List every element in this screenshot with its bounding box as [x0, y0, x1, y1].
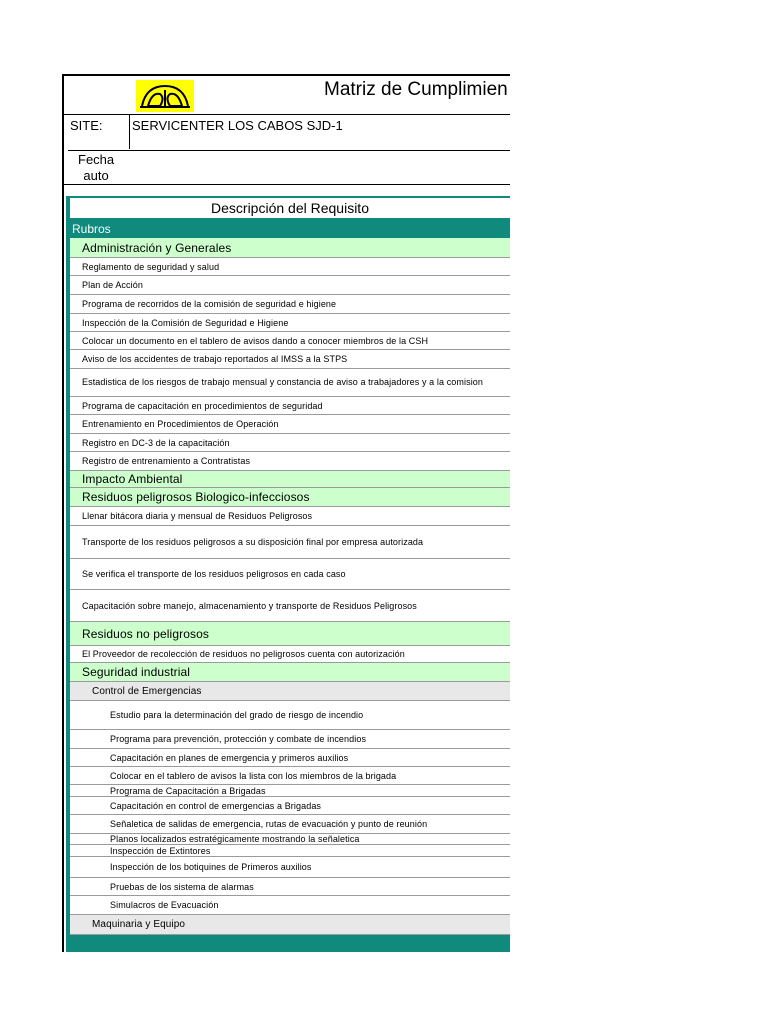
row-label: Aviso de los accidentes de trabajo reportados al IMSS a la STPS — [82, 354, 348, 364]
category-row[interactable] — [70, 238, 510, 258]
site-row — [68, 114, 510, 151]
row-label: Registro de entrenamiento a Contratistas — [82, 456, 251, 466]
requirement-row[interactable] — [70, 332, 510, 350]
row-label: Transporte de los residuos peligrosos a su disposición final por empresa autorizada — [82, 537, 424, 547]
row-label: Inspección de la Comisión de Seguridad e Higiene — [82, 317, 289, 328]
requirement-row[interactable] — [70, 452, 510, 471]
requirement-row[interactable] — [70, 526, 510, 559]
row-label: Seguridad industrial — [82, 665, 191, 679]
requirement-row[interactable] — [70, 559, 510, 590]
row-label: Maquinaria y Equipo — [92, 919, 186, 930]
requirement-row[interactable] — [70, 797, 510, 815]
requirement-row[interactable] — [70, 896, 510, 915]
row-label: Colocar en el tablero de avisos la lista con los miembros de la brigada — [110, 770, 397, 781]
fecha-label — [78, 152, 114, 184]
subcategory-row[interactable] — [70, 915, 510, 935]
requirement-row[interactable] — [70, 815, 510, 834]
fecha-label-line2: auto — [83, 168, 109, 183]
row-label: Capacitación en planes de emergencia y primeros auxilios — [110, 752, 349, 763]
row-label: El Proveedor de recolección de residuos no peligrosos cuenta con autorización — [82, 649, 405, 659]
requirement-row[interactable] — [70, 397, 510, 415]
requirement-row[interactable] — [70, 767, 510, 785]
requirement-row[interactable] — [70, 314, 510, 332]
category-row[interactable] — [70, 622, 510, 646]
row-label: Programa de recorridos de la comisión de seguridad e higiene — [82, 299, 337, 309]
site-label: SITE: — [70, 118, 103, 133]
requirement-row[interactable] — [70, 295, 510, 314]
row-label: Programa para prevención, protección y combate de incendios — [110, 734, 367, 744]
row-label: Reglamento de seguridad y salud — [82, 261, 220, 272]
row-label: Estudio para la determinación del grado de riesgo de incendio — [110, 710, 364, 720]
requirement-row[interactable] — [70, 785, 510, 797]
row-label: Colocar un documento en el tablero de avisos dando a conocer miembros de la CSH — [82, 335, 429, 346]
column-header-description: Descripción del Requisito — [70, 198, 510, 218]
requirement-row[interactable] — [70, 507, 510, 526]
row-label: Residuos no peligrosos — [82, 626, 209, 641]
requirements-table — [66, 196, 510, 952]
row-label: Pruebas de los sistema de alarmas — [110, 881, 254, 892]
requirement-row[interactable] — [70, 258, 510, 276]
divider — [64, 184, 510, 185]
requirement-row[interactable] — [70, 646, 510, 663]
category-row[interactable] — [70, 471, 510, 488]
row-label: Control de Emergencias — [92, 685, 202, 697]
requirement-row[interactable] — [70, 834, 510, 845]
requirement-row[interactable] — [70, 730, 510, 749]
company-logo-icon — [136, 80, 194, 112]
requirement-row[interactable] — [70, 276, 510, 295]
row-label: Estadistica de los riesgos de trabajo mensual y constancia de aviso a trabajadores y a la comision — [82, 377, 484, 387]
requirement-row[interactable] — [70, 857, 510, 878]
spreadsheet-sheet — [62, 74, 510, 952]
site-value: SERVICENTER LOS CABOS SJD-1 — [132, 118, 343, 133]
row-label: Residuos peligrosos Biologico-infecciosos — [82, 490, 310, 504]
row-label: Entrenamiento en Procedimientos de Operación — [82, 419, 279, 429]
requirement-row[interactable] — [70, 878, 510, 896]
row-label: Registro en DC-3 de la capacitación — [82, 437, 230, 448]
row-label: Llenar bitácora diaria y mensual de Residuos Peligrosos — [82, 511, 313, 521]
row-label: Señaletica de salidas de emergencia, rutas de evacuación y punto de reunión — [110, 819, 428, 829]
rubros-header: Rubros — [72, 222, 111, 236]
category-row[interactable] — [70, 488, 510, 507]
row-label: Capacitación sobre manejo, almacenamiento y transporte de Residuos Peligrosos — [82, 600, 417, 611]
requirement-row[interactable] — [70, 701, 510, 730]
page-title: Matriz de Cumplimien — [324, 79, 508, 100]
row-label: Simulacros de Evacuación — [110, 900, 219, 910]
requirement-row[interactable] — [70, 350, 510, 369]
requirement-row[interactable] — [70, 845, 510, 857]
category-row[interactable] — [70, 663, 510, 682]
row-label: Impacto Ambiental — [82, 472, 183, 486]
requirement-row[interactable] — [70, 590, 510, 622]
requirement-row[interactable] — [70, 434, 510, 452]
row-label: Planos localizados estratégicamente mostrando la señaletica — [110, 834, 360, 844]
requirements-rows — [70, 238, 510, 935]
row-label: Programa de Capacitación a Brigadas — [110, 785, 266, 796]
requirement-row[interactable] — [70, 415, 510, 434]
fecha-label-line1: Fecha — [78, 152, 115, 167]
subcategory-row[interactable] — [70, 682, 510, 701]
title-row — [64, 76, 510, 115]
row-label: Capacitación en control de emergencias a Brigadas — [110, 800, 322, 811]
row-label: Programa de capacitación en procedimientos de seguridad — [82, 400, 323, 411]
row-label: Inspección de los botiquines de Primeros auxilios — [110, 862, 312, 872]
requirement-row[interactable] — [70, 369, 510, 397]
site-cell[interactable] — [129, 114, 510, 149]
row-label: Inspección de Extintores — [110, 845, 211, 856]
row-label: Plan de Acción — [82, 280, 143, 290]
row-label: Se verifica el transporte de los residuos peligrosos en cada caso — [82, 569, 346, 579]
requirement-row[interactable] — [70, 749, 510, 767]
row-label: Administración y Generales — [82, 240, 232, 255]
